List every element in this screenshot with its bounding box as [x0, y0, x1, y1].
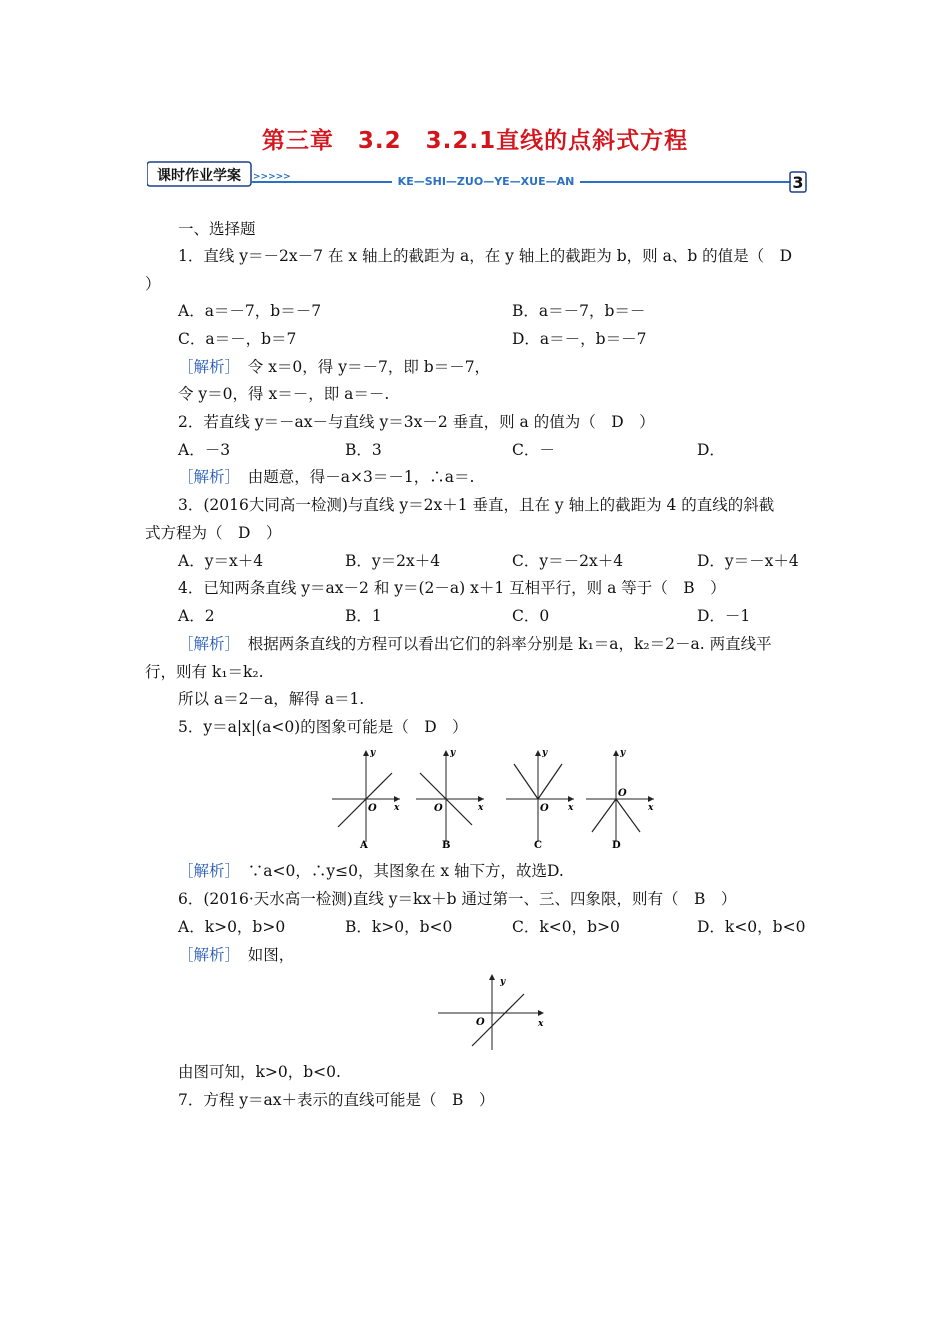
q2-stem: 2．若直线 y＝－ax－与直线 y＝3x－2 垂直，则 a 的值为（ D ） [178, 413, 655, 431]
graph-c-label: C [534, 840, 542, 851]
q1-option-a: A．a＝－7，b＝－7 [178, 302, 322, 320]
analysis-text: 由题意，得－a×3＝－1，∴a＝. [232, 468, 475, 486]
graph-c-y-label: y [542, 748, 548, 758]
q2-analysis [178, 467, 474, 487]
q3-option-c: C．y＝－2x＋4 [512, 552, 624, 570]
analysis-tag: ［解析］ [178, 862, 233, 880]
page-title: 第三章 3.2 3.2.1直线的点斜式方程 [261, 128, 689, 154]
q5-graph-c [506, 748, 574, 851]
q6-analysis [178, 945, 294, 965]
graph-b-label: B [442, 840, 451, 851]
graph-a-y-label: y [370, 748, 376, 758]
q5-graph-a [332, 748, 400, 851]
analysis-tag: ［解析］ [178, 468, 233, 486]
analysis-text: ∵a<0，∴y≤0，其图象在 x 轴下方，故选D. [232, 862, 564, 880]
q5-graph-b [416, 748, 484, 851]
q2-option-b: B．3 [345, 441, 382, 459]
q6-graph [436, 972, 548, 1052]
q6-analysis-line2: 由图可知，k>0，b<0. [178, 1063, 341, 1081]
q3-option-a: A．y＝x＋4 [178, 552, 264, 570]
graph-b-origin: O [434, 803, 443, 814]
graph-c-x-label: x [568, 803, 574, 813]
analysis-tag: ［解析］ [178, 358, 233, 376]
q6-graph-y-label: y [500, 977, 506, 987]
analysis-tag: ［解析］ [178, 946, 233, 964]
q6-stem: 6．(2016·天水高一检测)直线 y＝kx＋b 通过第一、三、四象限，则有（ B ） [178, 890, 737, 908]
graph-d-x-label: x [648, 803, 654, 813]
q3-option-d: D．y＝－x＋4 [697, 552, 799, 570]
q5-analysis [178, 861, 564, 881]
section-heading: 一、选择题 [178, 220, 256, 238]
q6-graph-origin: O [476, 1017, 485, 1028]
analysis-text: 如图， [232, 946, 295, 964]
q1-analysis [178, 357, 490, 377]
q4-option-b: B．1 [345, 607, 382, 625]
q2-option-a: A．－3 [178, 441, 231, 459]
q1-option-d: D．a＝－，b＝－7 [512, 330, 647, 348]
q2-option-d: D． [697, 441, 725, 459]
q4-analysis-line3: 所以 a＝2－a，解得 a＝1. [178, 690, 365, 708]
q5-graph-d [586, 748, 654, 851]
q2-option-c: C．－ [512, 441, 555, 459]
q1-option-c: C．a＝－，b＝7 [178, 330, 297, 348]
graph-d-y-label: y [620, 748, 626, 758]
q4-option-d: D．－1 [697, 607, 751, 625]
q5-graphs-figure [330, 742, 660, 852]
banner [147, 160, 807, 194]
q6-option-b: B．k>0，b<0 [345, 918, 453, 936]
q7-stem: 7．方程 y＝ax＋表示的直线可能是（ B ） [178, 1091, 495, 1109]
banner-graphic [147, 160, 807, 194]
analysis-text: 令 x＝0，得 y＝－7，即 b＝－7， [232, 358, 491, 376]
q1-analysis-line2: 令 y＝0，得 x＝－，即 a＝－. [178, 385, 390, 403]
graph-b-y-label: y [450, 748, 456, 758]
graph-b-x-label: x [478, 803, 484, 813]
q1-stem-tail: ） [145, 275, 161, 293]
graph-a-x-label: x [394, 803, 400, 813]
analysis-text: 根据两条直线的方程可以看出它们的斜率分别是 k₁＝a，k₂＝2－a. 两直线平 [232, 635, 772, 653]
q1-stem: 1．直线 y＝－2x－7 在 x 轴上的截距为 a，在 y 轴上的截距为 b，则 a、b 的值是（ D [178, 247, 793, 265]
q6-option-d: D．k<0，b<0 [697, 918, 806, 936]
graph-d-label: D [612, 840, 621, 851]
q3-stem: 3．(2016大同高一检测)与直线 y＝2x＋1 垂直，且在 y 轴上的截距为 4 的直线的斜截 [178, 496, 775, 514]
graph-c-origin: O [540, 803, 549, 814]
q3-stem-tail: 式方程为（ D ） [145, 524, 282, 542]
q6-graph-x-label: x [538, 1019, 544, 1029]
q1-option-b: B．a＝－7，b＝－ [512, 302, 646, 320]
q4-analysis [178, 634, 772, 654]
q4-option-a: A．2 [178, 607, 215, 625]
banner-arrows: >>>>> [253, 172, 291, 182]
q4-stem: 4．已知两条直线 y＝ax－2 和 y＝(2－a) x＋1 互相平行，则 a 等于（ B ） [178, 579, 726, 597]
banner-label: 课时作业学案 [157, 168, 241, 184]
q4-option-c: C．0 [512, 607, 550, 625]
q4-analysis-line2: 行，则有 k₁＝k₂. [145, 663, 264, 681]
banner-pinyin: KE—SHI—ZUO—YE—XUE—AN [397, 175, 575, 188]
q6-option-c: C．k<0，b>0 [512, 918, 620, 936]
q6-option-a: A．k>0，b>0 [178, 918, 286, 936]
q3-option-b: B．y＝2x＋4 [345, 552, 441, 570]
graph-d-origin: O [618, 788, 627, 799]
graph-a-origin: O [368, 803, 377, 814]
banner-number: 3 [792, 173, 804, 192]
q5-stem: 5．y＝a|x|(a<0)的图象可能是（ D ） [178, 718, 468, 736]
graph-a-label: A [360, 840, 368, 851]
analysis-tag: ［解析］ [178, 635, 233, 653]
